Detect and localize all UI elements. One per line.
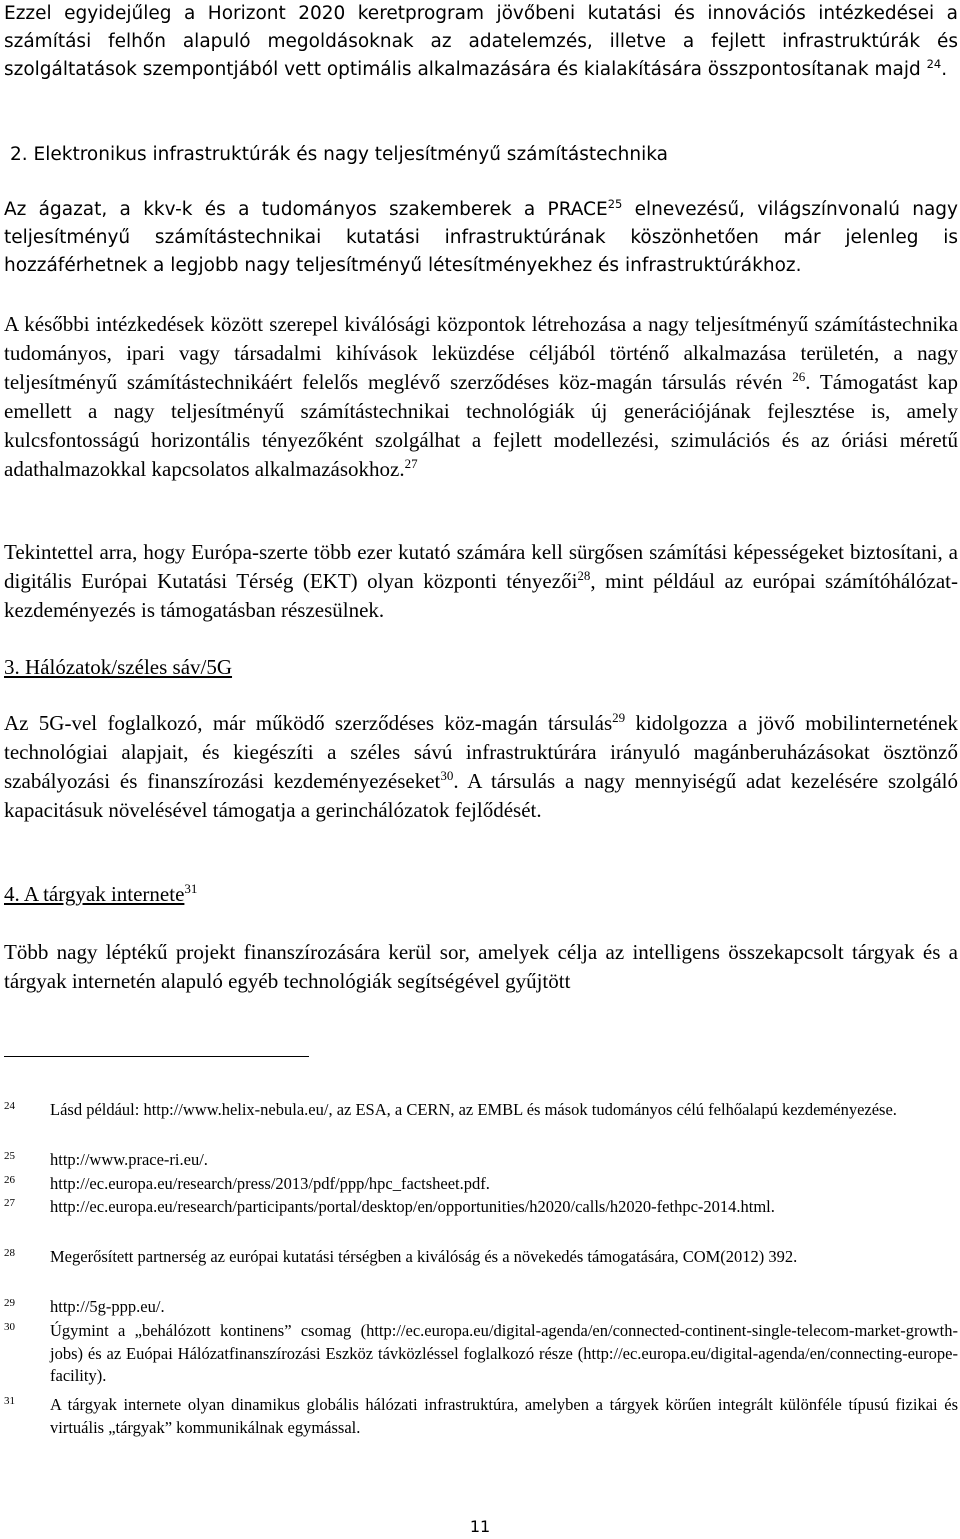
footnote-number: 25: [4, 1150, 15, 1162]
section-4-heading-text: 4. A tárgyak internete: [4, 882, 185, 906]
footnote-ref-31: 31: [184, 881, 198, 896]
s3-text-b: kidolgozza a jövő mobilinternetének technológiai alapjait, és kiegészíti a széles sávú infrastruktúrára irányuló magánberuházásokat ösztönző szabályozási és finanszírozási kezdeményezéseket: [4, 711, 959, 793]
section-2-paragraph-1: [4, 196, 958, 280]
footnote-text: Úgymint a „behálózott kontinens” csomag (http://ec.europa.eu/digital-agenda/en/connected-continent-single-telecom-market-growth-jobs) és az Euópai Hálózatfinanszírozási Eszköz távközléssel foglalkozó része (http://ec.europa.eu/digital-agenda/en/connecting-europe-facility).: [50, 1321, 958, 1385]
footnote-text: Megerősített partnerség az európai kutatási térségben a kiválóság és a növekedés támogatására, COM(2012) 392.: [50, 1247, 798, 1266]
s2p1-text-a: Az ágazat, a kkv-k és a tudományos szakemberek a PRACE: [4, 199, 608, 220]
s3-text-a: Az 5G-vel foglalkozó, már működő szerződéses köz-magán társulás: [4, 711, 613, 735]
section-3-heading: [4, 653, 958, 682]
section-4-heading: [4, 880, 958, 909]
s2p2-text-b: . Támogatást kap emellett a nagy teljesítményű számítástechnikai technológiák új generációjának fejlesztése is, amely kulcsfontosságú horizontális tényezőként szolgálhat a fejlett modellezési, szimulációs és az óriási méretű adathalmazokkal kapcsolatos alkalmazásokhoz.: [4, 370, 958, 481]
s2p3-text-a: Tekintettel arra, hogy Európa-szerte több ezer kutató számára kell sürgősen számítási képességeket biztosítani, a digitális Európai Kutatási Térség (EKT) olyan központi tényezői: [4, 540, 958, 593]
footnote-ref-30: 30: [440, 768, 454, 783]
section-2-heading: 2. Elektronikus infrastruktúrák és nagy teljesítményű számítástechnika: [10, 144, 668, 165]
section-3-paragraph: [4, 709, 958, 825]
page-number: 11: [469, 1517, 491, 1536]
s2p3-text-b: , mint például az európai számítóhálózat-kezdeményezés is támogatásban részesülnek.: [4, 569, 958, 622]
footnote: [4, 1099, 958, 1122]
footnote-ref-24: 24: [926, 56, 942, 71]
footnote-text: http://www.prace-ri.eu/.: [50, 1150, 208, 1169]
intro-paragraph: [4, 0, 958, 84]
s3-text-c: . A társulás a nagy mennyiségű adat kezelésére szolgáló kapacitásuk növelésével támogatja a gerinchálózatok fejlődését.: [4, 769, 958, 822]
section-3-heading-text: 3. Hálózatok/széles sáv/5G: [4, 655, 233, 679]
s2p2-text-a: A későbbi intézkedések között szerepel kiválósági központok létrehozása a nagy teljesítményű számítástechnika tudományos, ipari vagy társadalmi kihívások leküzdése céljából történő alkalmazása területén, a nagy teljesítményű számítástechnikáért felelős meglévő szerződéses köz-magán társulás révén: [4, 312, 958, 394]
footnote-ref-27: 27: [404, 456, 418, 471]
footnote-number: 29: [4, 1297, 15, 1309]
footnote-text: Lásd például: http://www.helix-nebula.eu/, az ESA, a CERN, az EMBL és mások tudományos célú felhőalapú kezdeményezése.: [50, 1100, 897, 1119]
footnote: [4, 1246, 958, 1269]
footnote-separator: [4, 1056, 309, 1057]
footnote-number: 30: [4, 1321, 15, 1333]
footnote: [4, 1149, 958, 1172]
footnote: [4, 1296, 958, 1319]
section-2-paragraph-3: [4, 538, 958, 625]
footnote: [4, 1196, 958, 1219]
footnote-ref-25: 25: [607, 196, 623, 211]
footnote-number: 28: [4, 1247, 15, 1259]
section-2-paragraph-2: [4, 310, 958, 484]
footnote-text: A tárgyak internete olyan dinamikus globális hálózati infrastruktúra, amelyben a tárgyek körűen integrált különféle típusú fizikai és virtuális „tárgyak” kommunikálnak egymással.: [50, 1395, 958, 1437]
intro-text: Ezzel egyidejűleg a Horizont 2020 keretprogram jövőbeni kutatási és innovációs intézkedései a számítási felhőn alapuló megoldásoknak az adatelemzés, illetve a fejlett infrastruktúrák és szolgáltatások szempontjából vett optimális alkalmazására és kialakítására összpontosítanak majd: [4, 3, 958, 80]
footnote-number: 24: [4, 1100, 15, 1112]
footnote-text: http://ec.europa.eu/research/participants/portal/desktop/en/opportunities/h2020/calls/h2020-fethpc-2014.html.: [50, 1197, 775, 1216]
footnote: [4, 1173, 958, 1196]
footnote-ref-28: 28: [577, 568, 591, 583]
footnote-number: 27: [4, 1197, 15, 1209]
footnote: [4, 1320, 958, 1388]
footnote-number: 26: [4, 1174, 15, 1186]
footnote-number: 31: [4, 1395, 15, 1407]
footnote-text: http://5g-ppp.eu/.: [50, 1297, 165, 1316]
footnote-ref-26: 26: [792, 369, 806, 384]
s2p1-text-b: elnevezésű, világszínvonalú nagy teljesítményű számítástechnikai kutatási infrastruktúrának köszönhetően már jelenleg is hozzáférhetnek a legjobb nagy teljesítményű létesítményekhez és infrastruktúrákhoz.: [4, 199, 959, 276]
footnote: [4, 1394, 958, 1439]
footnote-text: http://ec.europa.eu/research/press/2013/pdf/ppp/hpc_factsheet.pdf.: [50, 1174, 490, 1193]
intro-end: .: [941, 59, 948, 80]
footnote-ref-29: 29: [612, 710, 626, 725]
section-4-paragraph: Több nagy léptékű projekt finanszírozására kerül sor, amelyek célja az intelligens összekapcsolt tárgyak és a tárgyak internetén alapuló egyéb technológiák segítségével gyűjtött: [4, 940, 958, 993]
